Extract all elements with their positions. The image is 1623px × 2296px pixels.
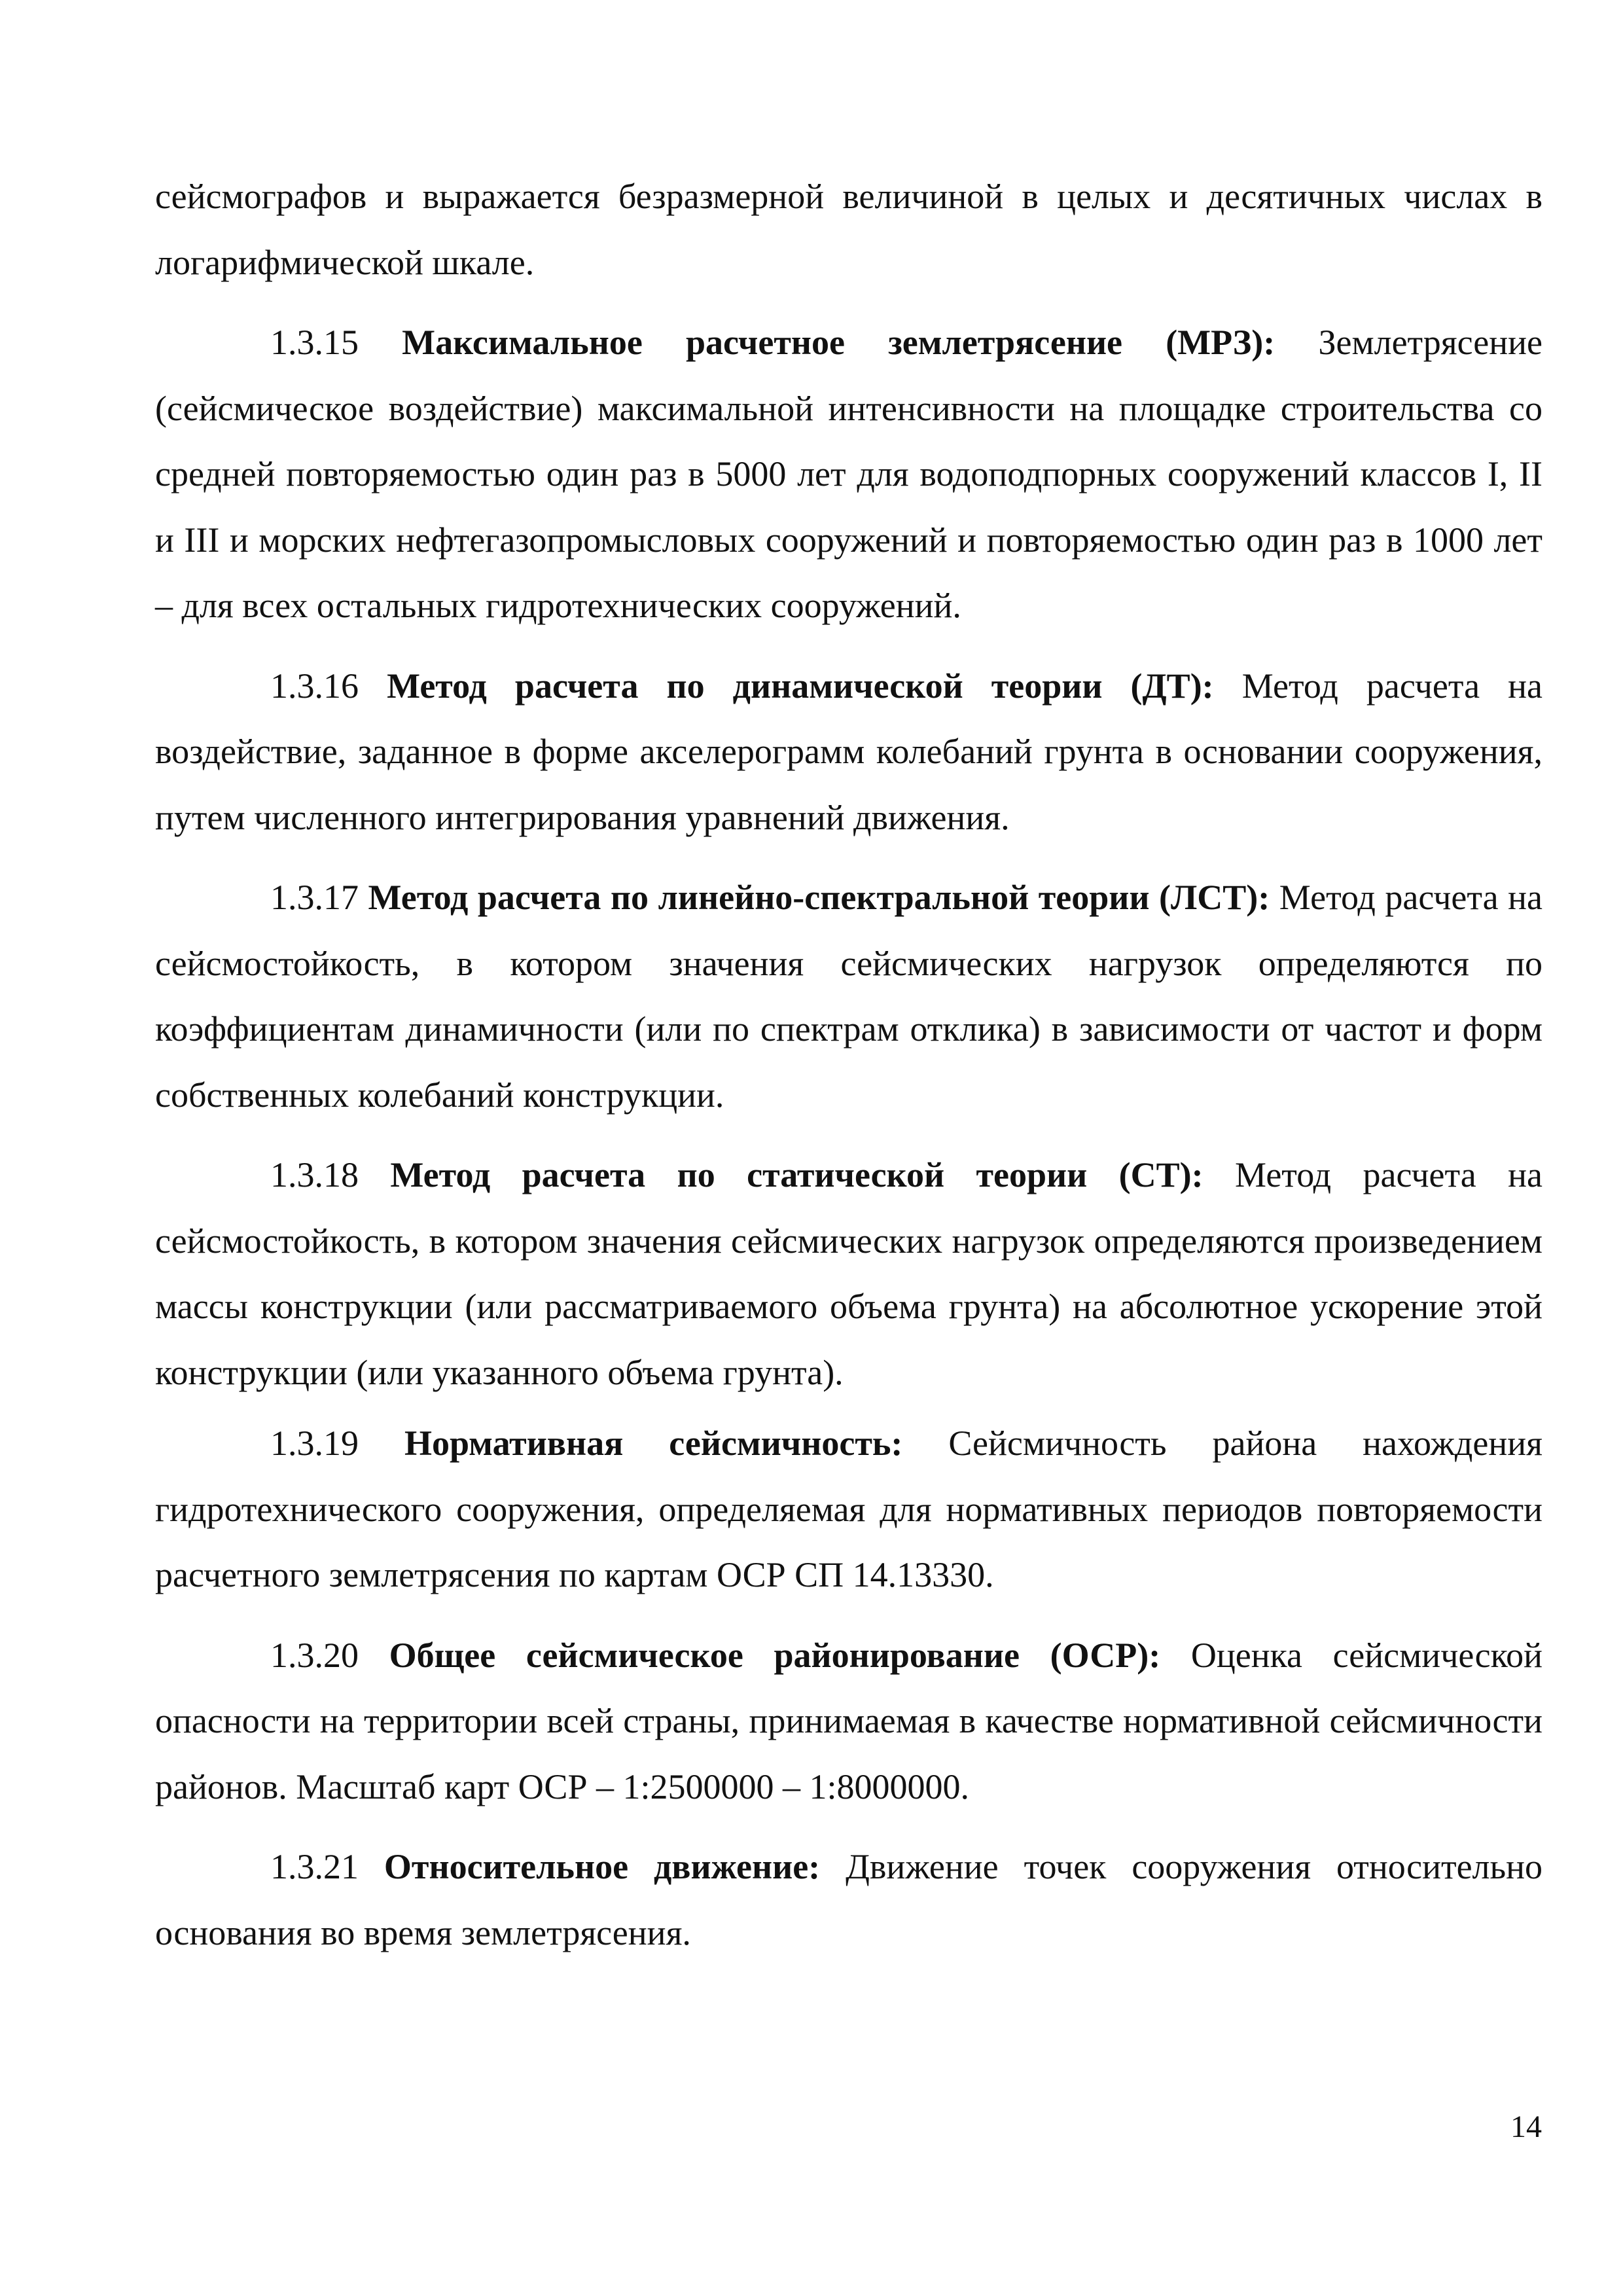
document-body (155, 164, 1543, 1965)
definition-text: Землетрясение (сейсмическое воздействие) максимальной интенсивности на площадке строительства со средней повторяемостью один раз в 5000 лет для водоподпорных сооружений классов I, II и III и морских нефтегазопромысловых сооружений и повторяемостью один раз в 1000 лет – для всех остальных гидротехнических сооружений. (155, 323, 1543, 625)
definition-text: Метод расчета на сейсмостойкость, в котором значения сейсмических нагрузок определяются по коэффициентам динамичности (или по спектрам отклика) в зависимости от частот и форм собственных колебаний конструкции. (155, 878, 1543, 1115)
definition-term: Метод расчета по статической теории (СТ): (390, 1155, 1204, 1194)
definition-number: 1.3.16 (270, 666, 359, 706)
continuation-text: сейсмографов и выражается безразмерной величиной в целых и десятичных числах в логарифмической шкале. (155, 177, 1543, 282)
definition-term: Метод расчета по динамической теории (ДТ): (387, 666, 1214, 706)
definition-term: Общее сейсмическое районирование (ОСР): (389, 1635, 1161, 1675)
definition-term: Относительное движение: (383, 1847, 821, 1886)
definition-number: 1.3.15 (270, 323, 359, 362)
definition-text: Метод расчета на сейсмостойкость, в котором значения сейсмических нагрузок определяются произведением массы конструкции (или рассматриваемого объема грунта) на абсолютное ускорение этой конструкции (или указанного объема грунта). (155, 1155, 1543, 1392)
definition-text: Движение точек сооружения относительно основания во время землетрясения. (155, 1847, 1543, 1952)
definition-number: 1.3.17 (270, 878, 359, 917)
definition-number: 1.3.20 (270, 1635, 359, 1675)
definition-number: 1.3.18 (270, 1155, 359, 1194)
continuation-paragraph (155, 164, 1543, 295)
definition-1-3-17 (155, 865, 1543, 1128)
definition-1-3-18 (155, 1142, 1543, 1405)
definition-term: Нормативная сейсмичность: (404, 1424, 903, 1463)
definition-text: Сейсмичность района нахождения гидротехнического сооружения, определяемая для нормативных периодов повторяемости расчетного землетрясения по картам ОСР СП 14.13330. (155, 1424, 1543, 1594)
definition-number: 1.3.21 (270, 1847, 359, 1886)
definition-text: Оценка сейсмической опасности на территории всей страны, принимаемая в качестве нормативной сейсмичности районов. Масштаб карт ОСР – 1:2500000 – 1:8000000. (155, 1635, 1543, 1806)
page-number: 14 (1510, 2109, 1542, 2144)
definition-1-3-20 (155, 1623, 1543, 1820)
definition-1-3-16 (155, 653, 1543, 851)
definition-term: Максимальное расчетное землетрясение (МРЗ): (402, 323, 1275, 362)
definition-term: Метод расчета по линейно-спектральной теории (ЛСТ): (368, 878, 1270, 917)
definition-text: Метод расчета на воздействие, заданное в форме акселерограмм колебаний грунта в основании сооружения, путем численного интегрирования уравнений движения. (155, 666, 1543, 837)
definition-1-3-15 (155, 310, 1543, 639)
definition-number: 1.3.19 (270, 1424, 359, 1463)
definition-1-3-21 (155, 1834, 1543, 1965)
definition-1-3-19 (155, 1410, 1543, 1608)
